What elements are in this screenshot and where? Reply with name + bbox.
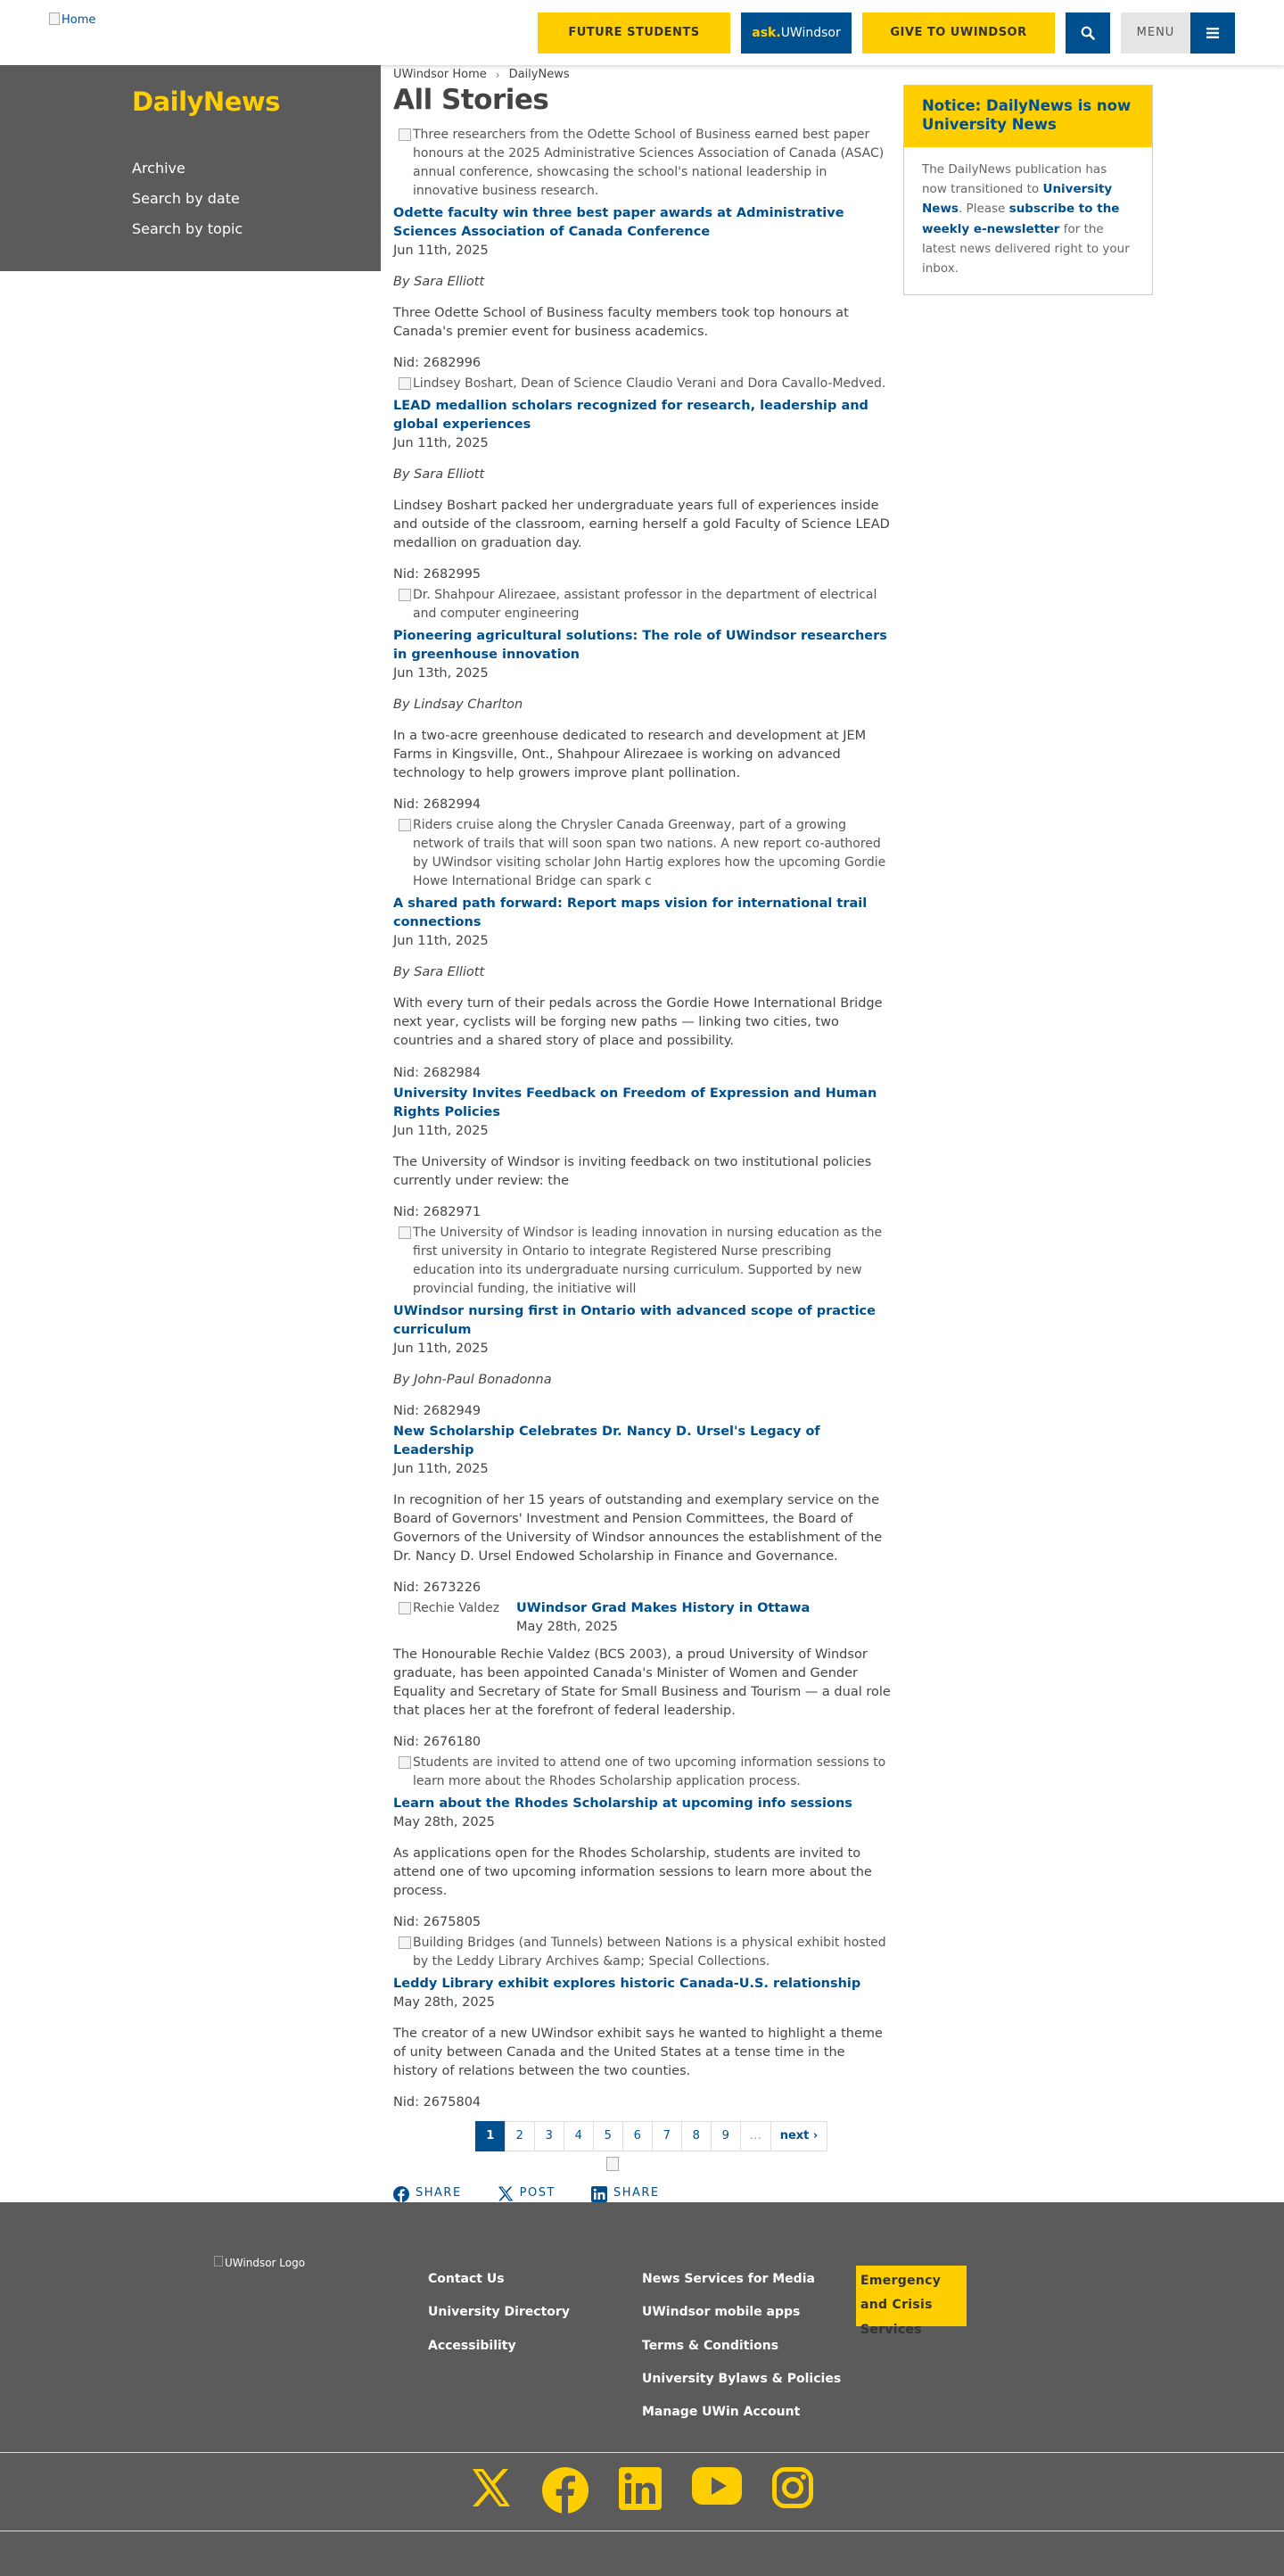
linkedin-link[interactable]	[619, 2467, 662, 2520]
story-teaser: Three Odette School of Business faculty members took top honours at Canada's premier event for business academics.	[393, 306, 849, 340]
story-date: Jun 11th, 2025	[393, 1461, 489, 1476]
story-author: By Sara Elliott	[393, 467, 485, 483]
story-nid: Nid: 2682949	[393, 1403, 482, 1418]
story-inline	[393, 1599, 893, 1752]
story-headline-link[interactable]: UWindsor nursing first in Ontario with advanced scope of practice curriculum	[393, 1303, 876, 1337]
story-image-alt: Students are invited to attend one of two upcoming information sessions to learn more about the Rhodes Scholarship application process.	[413, 1754, 886, 1788]
broken-image-icon	[399, 128, 411, 141]
page-link[interactable]: 5	[593, 2121, 623, 2151]
facebook-icon	[542, 2467, 588, 2514]
story-teaser: As applications open for the Rhodes Scholarship, students are invited to attend one of two upcoming information sessions to learn more about the process.	[393, 1845, 872, 1898]
story-author: By Sara Elliott	[393, 275, 485, 290]
footer-link-manage-account[interactable]: Manage UWin Account	[642, 2405, 801, 2420]
page-link[interactable]: 8	[681, 2121, 712, 2151]
footer-links-col-2	[642, 2270, 841, 2436]
sidebar-item-search-by-topic[interactable]: Search by topic	[132, 220, 243, 238]
story-nid: Nid: 2682994	[393, 797, 482, 813]
menu-label[interactable]: MENU	[1121, 12, 1190, 54]
broken-image-icon	[606, 2157, 619, 2171]
page-link[interactable]: 2	[505, 2121, 535, 2151]
story-item	[393, 1934, 893, 2112]
story-date: Jun 11th, 2025	[393, 1123, 489, 1138]
story-headline-link[interactable]: University Invites Feedback on Freedom of Expression and Human Rights Policies	[393, 1086, 877, 1119]
story-headline-link[interactable]: Learn about the Rhodes Scholarship at upcoming info sessions	[393, 1796, 852, 1811]
subscribe-link[interactable]: subscribe to the weekly e-newsletter	[922, 202, 1120, 236]
story-image[interactable]	[393, 1224, 893, 1299]
facebook-share-label: SHARE	[416, 2186, 462, 2200]
story-headline-link[interactable]: Pioneering agricultural solutions: The role of UWindsor researchers in greenhouse innovation	[393, 629, 887, 663]
story-teaser: Lindsey Boshart packed her undergraduate years full of experiences inside and outside of the classroom, earning herself a gold Faculty of Science LEAD medallion on graduation day.	[393, 499, 890, 551]
linkedin-icon	[591, 2186, 607, 2202]
notice-box	[903, 85, 1153, 295]
page-link[interactable]: 7	[652, 2121, 682, 2151]
page-link[interactable]: 4	[564, 2121, 594, 2151]
story-nid: Nid: 2676180	[393, 1734, 482, 1749]
story-date: Jun 11th, 2025	[393, 934, 489, 949]
search-button[interactable]	[1066, 12, 1110, 54]
footer-link-news-services[interactable]: News Services for Media	[642, 2272, 815, 2286]
logo-alt-text: Home	[62, 13, 96, 27]
story-author: By Lindsay Charlton	[393, 698, 523, 713]
story-image-alt: Three researchers from the Odette School of Business earned best paper honours at the 2025 Administrative Sciences Association of Canada (ASAC) annual conference, showcasing the school's national leadership in innovative business research.	[413, 128, 885, 199]
notice-text-3: for the latest news delivered right to your inbox.	[922, 221, 1130, 277]
broken-image-icon	[399, 1756, 411, 1769]
story-item	[393, 1224, 893, 1421]
facebook-icon	[393, 2186, 409, 2202]
broken-image-icon	[399, 1602, 411, 1614]
story-headline-link[interactable]: UWindsor Grad Makes History in Ottawa	[516, 1600, 811, 1615]
notice-text-2: . Please	[958, 202, 1009, 217]
header-nav	[538, 12, 1235, 54]
story-date: May 28th, 2025	[393, 1814, 496, 1829]
story-nid: Nid: 2675805	[393, 1915, 482, 1929]
story-item	[393, 816, 893, 1082]
story-teaser: In a two-acre greenhouse dedicated to research and development at JEM Farms in Kingsville, Ont., Shahpour Alirezaee is working on advanced technology to help growers improve plant pollination.	[393, 729, 867, 781]
story-image[interactable]	[393, 816, 893, 891]
story-nid: Nid: 2682996	[393, 356, 482, 371]
x-post-label: POST	[519, 2186, 556, 2200]
story-date: Jun 11th, 2025	[393, 1341, 489, 1356]
ask-suffix: UWindsor	[780, 25, 841, 40]
story-date: Jun 11th, 2025	[393, 436, 489, 451]
story-image[interactable]	[393, 586, 893, 623]
story-list-2	[393, 1754, 893, 2112]
footer-logo[interactable]	[214, 2256, 305, 2271]
hamburger-icon	[1206, 28, 1219, 38]
page-next-link[interactable]: next ›	[770, 2121, 828, 2151]
story-image[interactable]	[393, 1754, 893, 1791]
footer-link-accessibility[interactable]: Accessibility	[428, 2338, 516, 2353]
page-link[interactable]: 9	[711, 2121, 741, 2151]
footer-divider	[0, 2452, 1284, 2453]
story-nid: Nid: 2673226	[393, 1580, 482, 1595]
sidebar-menu	[132, 158, 243, 250]
pagination	[411, 2121, 893, 2151]
story-headline-link[interactable]: Leddy Library exhibit explores historic Canada-U.S. relationship	[393, 1977, 861, 1992]
footer-link-contact-us[interactable]: Contact Us	[428, 2272, 505, 2286]
story-headline-link[interactable]: Odette faculty win three best paper awards at Administrative Sciences Association of Canada Conference	[393, 206, 844, 240]
linkedin-icon	[619, 2467, 662, 2510]
sidebar-title[interactable]: DailyNews	[132, 87, 280, 117]
story-image-alt: Riders cruise along the Chrysler Canada Greenway, part of a growing network of trails that will soon span two nations. A new report co-authored by UWindsor visiting scholar John Hartig explores how the upcoming Gordie Howe International Bridge can spark c	[413, 818, 886, 889]
university-news-link[interactable]: University News	[922, 182, 1113, 217]
breadcrumb	[393, 67, 893, 84]
linkedin-share-label: SHARE	[613, 2186, 660, 2200]
broken-image-icon	[399, 1936, 411, 1949]
site-header	[0, 0, 1284, 65]
x-link[interactable]	[471, 2467, 512, 2520]
instagram-link[interactable]	[772, 2467, 813, 2520]
broken-image-icon	[399, 589, 411, 601]
footer-logo-alt: UWindsor Logo	[225, 2257, 306, 2269]
story-image-alt: Dr. Shahpour Alirezaee, assistant professor in the department of electrical and computer engineering	[413, 588, 877, 622]
story-nid: Nid: 2682971	[393, 1204, 482, 1219]
notice-text-1: The DailyNews publication has now transitioned to	[922, 161, 1107, 197]
sidebar	[0, 65, 381, 271]
sidebar-item-search-by-date[interactable]: Search by date	[132, 190, 240, 208]
site-footer	[0, 2202, 1284, 2576]
breadcrumb-separator: ›	[495, 68, 500, 81]
story-item	[393, 586, 893, 814]
story-item	[393, 126, 893, 373]
broken-image-icon	[399, 377, 411, 390]
ask-prefix: ask.	[752, 25, 781, 40]
story-headline-link[interactable]: LEAD medallion scholars recognized for research, leadership and global experiences	[393, 399, 868, 433]
story-headline-link[interactable]: New Scholarship Celebrates Dr. Nancy D. Ursel's Legacy of Leadership	[393, 1424, 820, 1457]
page-current: 1	[475, 2121, 506, 2151]
breadcrumb-current: DailyNews	[508, 68, 570, 81]
story-image[interactable]	[393, 1599, 507, 1633]
menu-toggle[interactable]	[1121, 12, 1235, 54]
story-date: Jun 11th, 2025	[393, 244, 489, 259]
facebook-share-button[interactable]	[393, 2185, 462, 2202]
share-bar	[393, 2185, 893, 2202]
page-link[interactable]: 3	[534, 2121, 564, 2151]
story-date: Jun 13th, 2025	[393, 666, 489, 681]
story-headline-link[interactable]: A shared path forward: Report maps vision for international trail connections	[393, 896, 868, 930]
broken-image-icon	[399, 1226, 411, 1239]
give-to-uwindsor-button[interactable]: GIVE TO UWINDSOR	[862, 12, 1055, 54]
story-image-alt: Lindsey Boshart, Dean of Science Claudio Verani and Dora Cavallo-Medved.	[413, 376, 886, 392]
broken-image-icon	[214, 2256, 223, 2266]
story-author: By John-Paul Bonadonna	[393, 1372, 552, 1387]
story-image[interactable]	[393, 375, 893, 393]
story-item	[393, 1085, 893, 1222]
page-link[interactable]: 6	[622, 2121, 653, 2151]
broken-image-icon	[49, 12, 60, 25]
x-icon	[498, 2186, 514, 2201]
story-teaser: The Honourable Rechie Valdez (BCS 2003), a proud University of Windsor graduate, has been appointed Canada's Minister of Women and Gender Equality and Secretary of State for Small Business and Tourism — a dual role that places her at the forefront of federal leadership.	[393, 1647, 891, 1718]
notice-body	[904, 147, 1152, 295]
story-image-alt: Building Bridges (and Tunnels) between Nations is a physical exhibit hosted by the Leddy Library Archives &amp; Special Collections.	[413, 1936, 886, 1969]
story-date: May 28th, 2025	[516, 1619, 619, 1634]
home-logo-link[interactable]	[49, 12, 95, 29]
x-icon	[471, 2467, 512, 2508]
story-nid: Nid: 2682995	[393, 567, 482, 582]
broken-image-icon	[399, 819, 411, 831]
social-links	[0, 2467, 1284, 2520]
story-teaser: In recognition of her 15 years of outstanding and exemplary service on the Board of Governors' Investment and Pension Committees, the Board of Governors of the University of Windsor announces the establishment of the Dr. Nancy D. Ursel Endowed Scholarship in Finance and Governance.	[393, 1492, 883, 1564]
story-list	[393, 126, 893, 1598]
footer-link-bylaws[interactable]: University Bylaws & Policies	[642, 2371, 842, 2386]
story-teaser: With every turn of their pedals across the Gordie Howe International Bridge next year, cyclists will be forging new paths — linking two cities, two countries and a shared story of place and possibility.	[393, 996, 883, 1049]
footer-links-col-1	[428, 2270, 570, 2370]
story-item	[393, 1754, 893, 1932]
story-author: By Sara Elliott	[393, 965, 485, 980]
youtube-link[interactable]	[692, 2467, 742, 2520]
story-item	[393, 375, 893, 584]
story-date: May 28th, 2025	[393, 1995, 496, 2010]
search-icon	[1081, 26, 1095, 40]
story-item	[393, 1423, 893, 1598]
future-students-button[interactable]: FUTURE STUDENTS	[538, 12, 730, 54]
footer-link-terms[interactable]: Terms & Conditions	[642, 2338, 779, 2353]
story-teaser: The creator of a new UWindsor exhibit says he wanted to highlight a theme of unity between Canada and the United States at a tense time in the history of relations between the two counties.	[393, 2027, 883, 2079]
page-title: All Stories	[393, 83, 549, 116]
emergency-services-button[interactable]: Emergency and Crisis Services	[856, 2266, 967, 2326]
page-ellipsis: …	[740, 2121, 771, 2151]
instagram-icon	[772, 2467, 813, 2508]
x-post-button[interactable]	[498, 2185, 556, 2202]
story-image-alt: Rechie Valdez	[413, 1600, 500, 1615]
footer-link-university-directory[interactable]: University Directory	[428, 2305, 570, 2320]
footer-link-mobile-apps[interactable]: UWindsor mobile apps	[642, 2305, 801, 2320]
story-image[interactable]	[393, 1934, 893, 1971]
story-nid: Nid: 2675804	[393, 2095, 482, 2110]
notice-title: Notice: DailyNews is now University News	[904, 86, 1152, 147]
story-image[interactable]	[393, 126, 893, 201]
story-teaser: The University of Windsor is inviting feedback on two institutional policies currently under review: the	[393, 1154, 872, 1188]
story-nid: Nid: 2682984	[393, 1065, 482, 1080]
story-image-alt: The University of Windsor is leading innovation in nursing education as the first university in Ontario to integrate Registered Nurse prescribing education into its undergraduate nursing curriculum. Supported by new provincial funding, the initiative will	[413, 1225, 883, 1296]
linkedin-share-button[interactable]	[591, 2185, 660, 2202]
youtube-icon	[692, 2467, 742, 2505]
ask-uwindsor-button[interactable]	[741, 12, 852, 54]
hamburger-button[interactable]	[1190, 12, 1235, 54]
breadcrumb-home-link[interactable]: UWindsor Home	[393, 68, 487, 81]
sidebar-item-archive[interactable]: Archive	[132, 160, 185, 177]
ad-image[interactable]	[606, 2157, 619, 2171]
main-content	[393, 65, 893, 2202]
facebook-link[interactable]	[542, 2467, 588, 2520]
